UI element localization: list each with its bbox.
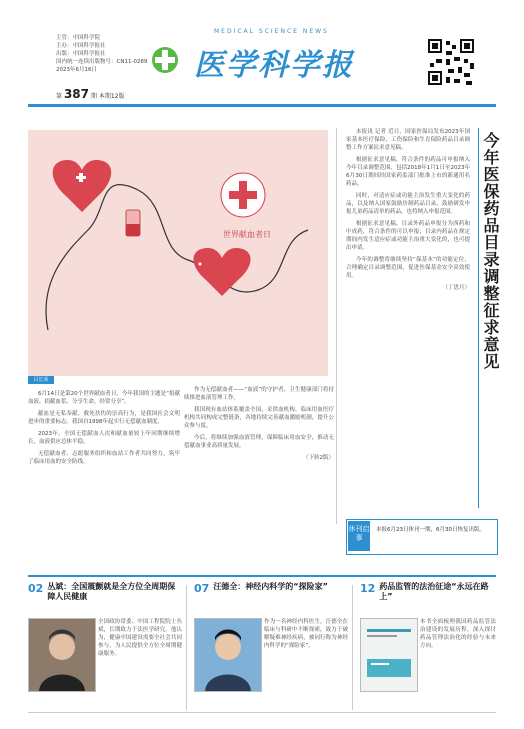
- paragraph: 我国现有血站体系覆盖全国，采供血机构、临床用血医疗机构共同构成完整链条，各地持续完善献血激励机制，提升公众参与度。: [184, 407, 334, 429]
- paragraph: 2023年，全国无偿献血人次和献血量较上年同期继续增长，血液供应总体平稳，: [28, 431, 180, 445]
- person-icon: [29, 619, 95, 691]
- book-icon: [361, 619, 417, 691]
- qr-code-icon: [426, 37, 476, 87]
- teaser-text: 全国政协常委、中国工程院院士丛斌，长期致力于法医学研究。他认为，健康中国建设需要全社会共同参与，为人民提供全方位全周期健康服务。: [98, 619, 182, 657]
- person-icon: [195, 619, 261, 691]
- teaser-divider: [186, 585, 187, 710]
- hero-sign-text: 世界献血者日: [223, 230, 271, 239]
- column-divider: [336, 128, 337, 524]
- page-number: 07: [194, 582, 210, 595]
- lead-article-column-b: [184, 386, 334, 462]
- paragraph: 今后，将继续加强血液管理，保障临床用血安全，推动无偿献血事业高质量发展。: [184, 435, 334, 449]
- teaser-title[interactable]: 药品监管的法治征途“永远在路上”: [379, 582, 489, 601]
- right-article-title[interactable]: 今年医保药品目录调整征求意见: [481, 132, 500, 370]
- logo-en: MEDICAL SCIENCE NEWS: [214, 28, 329, 35]
- teaser-page-02[interactable]: [28, 582, 182, 602]
- photo-credit-tag: 吕长荣: [28, 376, 54, 384]
- paragraph: 献血是无私奉献、救死扶伤的崇高行为，是我国社会文明进步的重要标志。我国自1998年起实行无偿献血制度，: [28, 411, 180, 425]
- hero-illustration: [28, 130, 328, 376]
- paragraph: 无偿献血者、志愿服务组织和血站工作者共同努力，筑牢了临床用血的安全防线。: [28, 451, 180, 465]
- paragraph: 本报讯 记者 近日，国家医保局发布2023年国家基本医疗保险、工伤保险和生育保险药品目录调整工作方案征求意见稿。: [346, 129, 470, 151]
- teaser-page-07[interactable]: [194, 582, 348, 595]
- teaser-divider: [352, 585, 353, 710]
- page-number: 02: [28, 582, 44, 595]
- portrait-photo: [194, 618, 262, 692]
- meta-line: 2023年6月16日: [56, 67, 97, 73]
- meta-line: 国内统一连续出版物号：CN11-0289: [56, 59, 148, 65]
- paragraph: 作为无偿献血者——“血液”的守护者，卫生健康部门将持续推进血液管理工作。: [184, 387, 334, 401]
- masthead-meta: [56, 34, 156, 74]
- notice-text: 本报6月23日休刊一期，6月30日恢复出版。: [376, 527, 485, 533]
- attribution: （丁思月）: [442, 285, 470, 291]
- teaser-text: 作为一名神经内科医生，汪德全在临床与科研中不断探索，致力于破解疑难神经疾病，被同行称为神经内科学的“探险家”。: [264, 619, 348, 649]
- paragraph: 6月14日是第20个世界献血者日，今年我国的主题是“捐献血液、捐献血浆、分享生命，经常分享”。: [28, 391, 180, 405]
- meta-line: 出版：中国科学报社: [56, 51, 106, 57]
- paragraph: 根据征求意见稿，目录外药品申报分为西药和中成药，符合条件的可以申报；目录内药品在规定期间内发生适应症或功能主治重大变化的，也可提出申请。: [346, 221, 470, 251]
- portrait-photo: [28, 618, 96, 692]
- book-cover: [360, 618, 418, 692]
- logo-mark-icon: [150, 45, 180, 75]
- title-divider: [478, 128, 479, 508]
- masthead-divider: [28, 104, 496, 107]
- blood-donation-illustration: [28, 130, 328, 376]
- teaser-text: 本书全面梳理我国药品监管法治建设的发展历程，深入探讨药品管理法治化的经验与未来方向。: [420, 619, 496, 649]
- paragraph: 今年的调整将继续坚持“保基本”的功能定位，合理确定目录调整范围，促进医保基金安全高效使用。: [346, 257, 470, 279]
- meta-line: 主管：中国科学院: [56, 35, 101, 41]
- teaser-title[interactable]: 丛斌：全国震颤就是全方位全周期保障人民健康: [47, 582, 176, 601]
- bottom-divider: [28, 575, 496, 577]
- notice-tag: 休刊启事: [348, 521, 370, 551]
- paragraph: 根据征求意见稿，符合条件的药品可申报纳入今年目录调整范围，包括2018年1月1日至2023年6月30日期间经国家药监部门批准上市的新通用名药品。: [346, 157, 470, 187]
- footer-rule: [28, 712, 496, 713]
- meta-line: 主办：中国科学报社: [56, 43, 106, 49]
- issue-number-value: 387: [63, 87, 89, 101]
- paragraph: 同时，对适应症或功能主治发生重大变化的药品，以及纳入国家鼓励仿制药品目录、鼓励研发申报儿童药品清单的药品，也将纳入申报范围。: [346, 193, 470, 215]
- logo-cn: 医学科学报: [194, 48, 354, 83]
- issue-number: 第 387 期 本期12版: [56, 87, 125, 101]
- page-number: 12: [360, 582, 376, 595]
- teaser-title[interactable]: 汪德全：神经内科学的“探险家”: [213, 582, 328, 591]
- lead-article-column-a: [28, 390, 180, 470]
- continue-label[interactable]: （下转2版）: [303, 455, 334, 461]
- pages-label: 本期12版: [98, 93, 125, 100]
- teaser-page-12[interactable]: [360, 582, 496, 602]
- right-article-body: [346, 128, 470, 292]
